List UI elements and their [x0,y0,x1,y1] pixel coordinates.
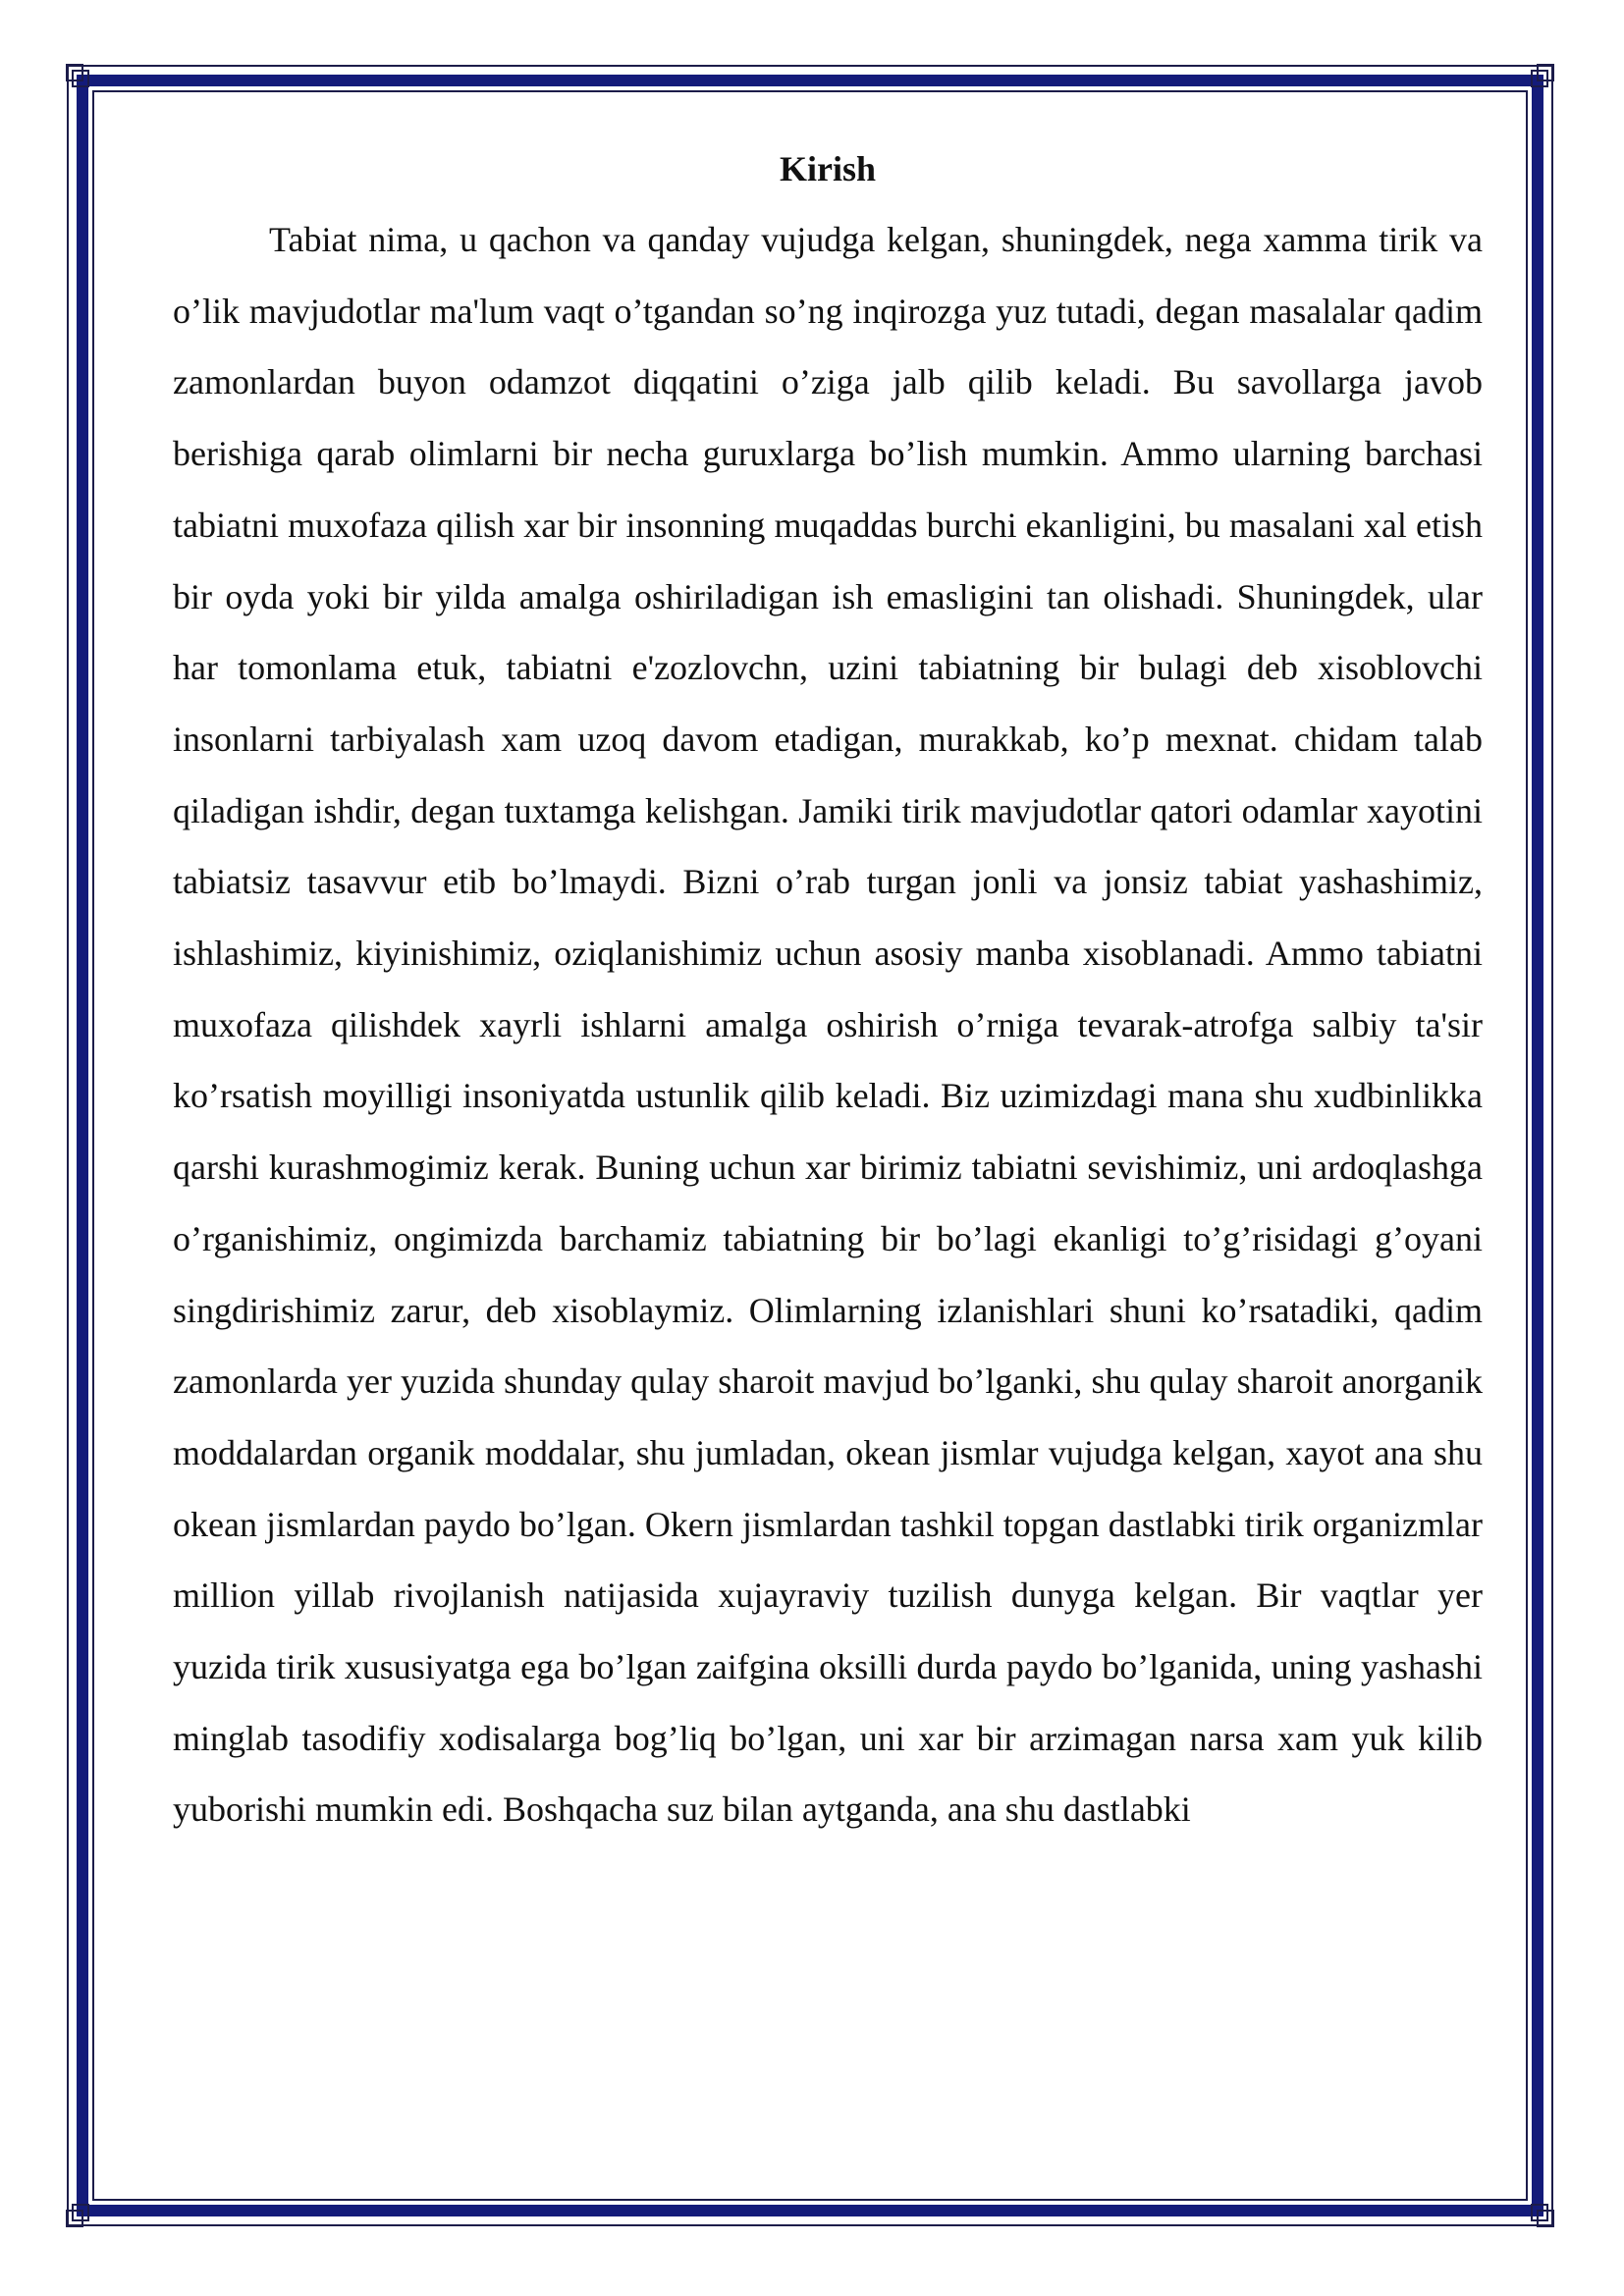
corner-knot-icon [63,2191,102,2230]
document-content [173,147,1483,1845]
corner-knot-icon [1518,61,1557,100]
corner-knot-icon [63,61,102,100]
document-title: Kirish [779,149,876,188]
body-paragraph: Tabiat nima, u qachon va qanday vujudga kelgan, shuningdek, nega xamma tirik va o’lik mavjudotlar ma'lum vaqt o’tgandan so’ng inqirozga yuz tutadi, degan masalalar qadim zamonlardan buyon odamzot diqqatini o’ziga jalb qilib keladi. Bu savollarga javob berishiga qarab olimlarni bir necha guruxlarga bo’lish mumkin. Ammo ularning barchasi tabiatni muxofaza qilish xar bir insonning muqaddas burchi ekanligini, bu masalani xal etish bir oyda yoki bir yilda amalga oshiriladigan ish emasligini tan olishadi. Shuningdek, ular har tomonlama etuk, tabiatni e'zozlovchn, uzini tabiatning bir bulagi deb xisoblovchi insonlarni tarbiyalash xam uzoq davom etadigan, murakkab, ko’p mexnat. chidam talab qiladigan ishdir, degan tuxtamga kelishgan. Jamiki tirik mavjudotlar qatori odamlar xayotini tabiatsiz tasavvur etib bo’lmaydi. Bizni o’rab turgan jonli va jonsiz tabiat yashashimiz, ishlashimiz, kiyinishimiz, oziqlanishimiz uchun asosiy manba xisoblanadi. Ammo tabiatni muxofaza qilishdek xayrli ishlarni amalga oshirish o’rniga tevarak-atrofga salbiy ta'sir ko’rsatish moyilligi insoniyatda ustunlik qilib keladi. Biz uzimizdagi mana shu xudbinlikka qarshi kurashmogimiz kerak. Buning uchun xar birimiz tabiatni sevishimiz, uni ardoqlashga o’rganishimiz, ongimizda barchamiz tabiatning bir bo’lagi ekanligi to’g’risidagi g’oyani singdirishimiz zarur, deb xisoblaymiz. Olimlarning izlanishlari shuni ko’rsatadiki, qadim zamonlarda yer yuzida shunday qulay sharoit mavjud bo’lganki, shu qulay sharoit anorganik moddalardan organik moddalar, shu jumladan, okean jismlar vujudga kelgan, xayot ana shu okean jismlardan paydo bo’lgan. Okern jismlardan tashkil topgan dastlabki tirik organizmlar million yillab rivojlanish natijasida xujayraviy tuzilish dunyga kelgan. Bir vaqtlar yer yuzida tirik xususiyatga ega bo’lgan zaifgina oksilli durda paydo bo’lganida, uning yashashi minglab tasodifiy xodisalarga bog’liq bo’lgan, uni xar bir arzimagan narsa xam yuk kilib yuborishi mumkin edi. Boshqacha suz bilan aytganda, ana shu dastlabki [173,220,1484,1830]
corner-knot-icon [1518,2191,1557,2230]
